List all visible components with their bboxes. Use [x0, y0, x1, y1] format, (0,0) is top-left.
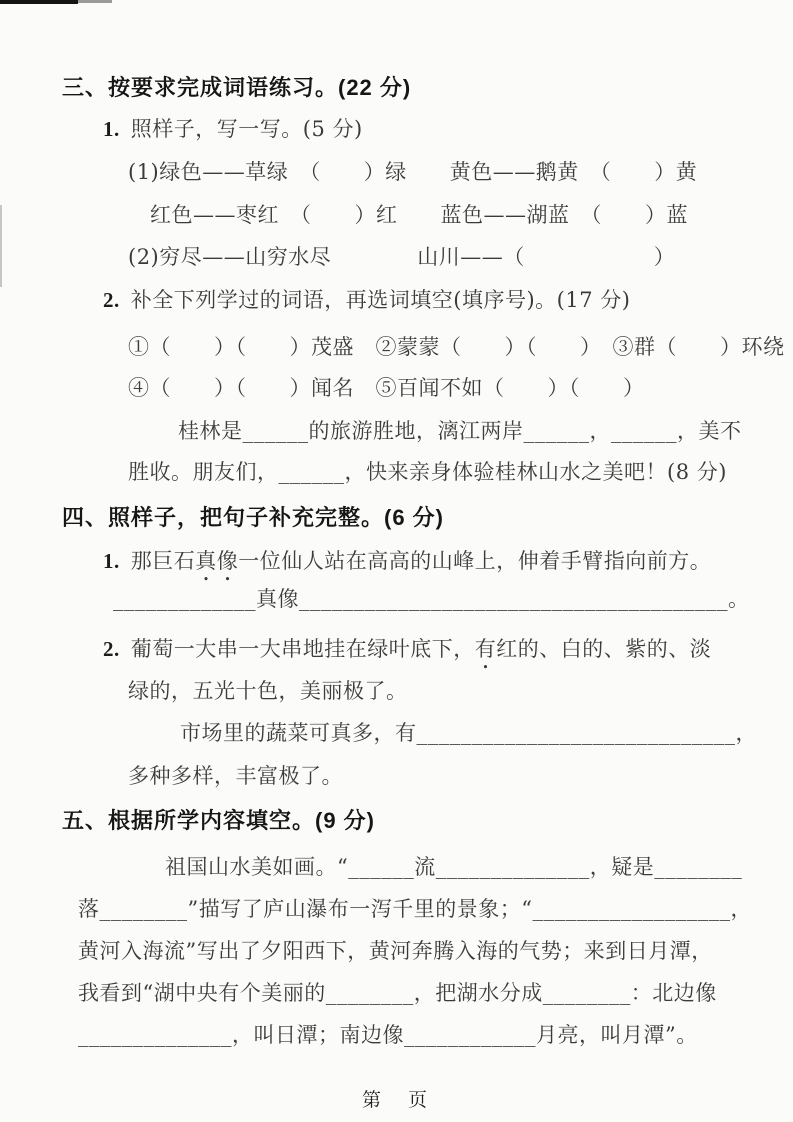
- section-3-title: 三、按要求完成词语练习。(22 分): [62, 75, 412, 100]
- q5-line-1: 祖国山水美如画。“______流______________，疑是________: [165, 855, 743, 879]
- q3-item-2-paragraph-line-1: 桂林是______的旅游胜地，漓江两岸______，______，美不: [178, 419, 742, 443]
- q3-item-2-number: 2.: [103, 288, 120, 312]
- q4-item-1-post: 一位仙人站在高高的山峰上，伸着手臂指向前方。: [238, 549, 712, 573]
- q3-item-2-row-1: ①（ ）（ ）茂盛 ②蒙蒙（ ）（ ） ③群（ ）环绕: [128, 335, 785, 359]
- q4-item-2-sentence-line-1: [103, 636, 711, 674]
- q4-item-2-emphasized-word: 有: [474, 637, 497, 661]
- q3-item-1-row-1: (1)绿色——草绿 （ ）绿 黄色——鹅黄 （ ）黄: [128, 160, 698, 184]
- q4-item-1-sentence: [103, 548, 711, 586]
- page-footer: 第 页: [361, 1090, 431, 1111]
- q4-item-2-answer-line-2: 多种多样，丰富极了。: [128, 764, 343, 788]
- scan-artifact-edge-line: [0, 205, 2, 287]
- section-4-title: 四、照样子，把句子补充完整。(6 分): [62, 505, 445, 530]
- q5-line-4: 我看到“湖中央有个美丽的________，把湖水分成________：北边像: [78, 981, 717, 1005]
- q4-item-2-post: 红的、白的、紫的、淡: [496, 637, 712, 661]
- q4-item-2-number: 2.: [103, 637, 120, 661]
- q4-item-2-answer-line-1: 市场里的蔬菜可真多，有_____________________________，: [180, 721, 757, 745]
- section-5-title: 五、根据所学内容填空。(9 分): [62, 808, 376, 833]
- q4-item-2-pre: 葡萄一大串一大串地挂在绿叶底下，: [130, 637, 475, 661]
- q4-item-2-sentence-line-2: 绿的，五光十色，美丽极了。: [128, 679, 408, 703]
- q4-item-1-answer-line: _____________真像_______________________________________。: [113, 587, 750, 611]
- q3-item-1: [103, 116, 363, 143]
- q4-item-1-emphasized-word: 真像: [195, 549, 239, 573]
- q3-item-2: [103, 287, 630, 314]
- scan-artifact-strip-faint: [78, 0, 112, 3]
- q3-item-1-number: 1.: [103, 117, 120, 141]
- scan-artifact-strip: [0, 0, 78, 4]
- q4-item-1-number: 1.: [103, 549, 120, 573]
- q3-item-1-text: 照样子，写一写。(5 分): [130, 117, 363, 141]
- q3-item-2-text: 补全下列学过的词语，再选词填空(填序号)。(17 分): [130, 288, 631, 312]
- q3-item-2-paragraph-line-2: 胜收。朋友们，______，快来亲身体验桂林山水之美吧！(8 分): [128, 460, 727, 484]
- q3-item-2-row-2: ④（ ）（ ）闻名 ⑤百闻不如（ ）（ ）: [128, 376, 645, 400]
- q5-line-3: 黄河入海流”写出了夕阳西下，黄河奔腾入海的气势；来到日月潭，: [78, 939, 713, 963]
- q4-item-1-pre: 那巨石: [130, 549, 196, 573]
- q3-item-1-row-2: 红色——枣红 （ ）红 蓝色——湖蓝 （ ）蓝: [150, 203, 688, 227]
- q5-line-2: 落________”描写了庐山瀑布一泻千里的景象；“__________________，: [78, 897, 752, 921]
- q5-line-5: ______________，叫日潭；南边像____________月亮，叫月潭”。: [78, 1023, 698, 1047]
- q3-item-1-row-3: (2)穷尽——山穷水尽 山川——（ ）: [128, 245, 676, 269]
